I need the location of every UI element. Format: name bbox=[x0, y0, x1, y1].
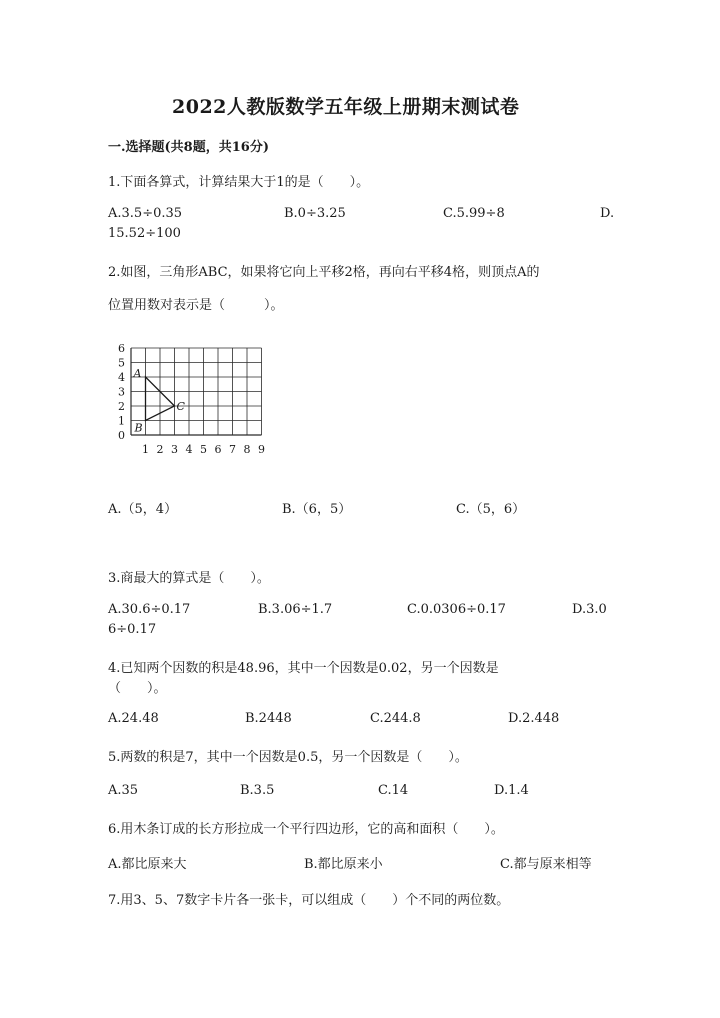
question-2-option-a: A.（5，4） bbox=[108, 502, 178, 517]
y-tick-label: 5 bbox=[118, 356, 125, 370]
y-tick-label: 3 bbox=[118, 385, 125, 399]
coordinate-grid-figure bbox=[115, 340, 275, 465]
x-tick-label: 1 bbox=[142, 443, 149, 456]
x-tick-label: 6 bbox=[214, 443, 222, 456]
x-axis-ticks bbox=[142, 443, 265, 456]
vertex-label-b: B bbox=[134, 421, 143, 435]
vertex-label-c: C bbox=[176, 400, 185, 413]
question-2-option-b: B.（6，5） bbox=[282, 502, 352, 517]
question-7-stem: 7.用3、5、7数字卡片各一张卡，可以组成（ ）个不同的两位数。 bbox=[108, 893, 510, 908]
y-tick-label: 6 bbox=[118, 342, 125, 355]
section-heading: 一.选择题(共8题，共16分) bbox=[108, 140, 269, 155]
question-1-option-b: B.0÷3.25 bbox=[284, 206, 346, 221]
question-1-option-d: D. bbox=[600, 206, 615, 221]
question-4-stem-line2: （ ）。 bbox=[108, 681, 167, 696]
question-5-option-b: B.3.5 bbox=[240, 783, 275, 798]
x-tick-label: 5 bbox=[200, 443, 207, 456]
question-3-option-d-wrap: 6÷0.17 bbox=[108, 622, 157, 637]
x-tick-label: 9 bbox=[258, 443, 265, 456]
question-5-stem: 5.两数的积是7，其中一个因数是0.5，另一个因数是（ ）。 bbox=[108, 750, 468, 765]
question-1-option-d-wrap: 15.52÷100 bbox=[108, 226, 181, 241]
question-1-option-a: A.3.5÷0.35 bbox=[108, 206, 183, 221]
question-5-option-a: A.35 bbox=[108, 783, 139, 798]
x-tick-label: 4 bbox=[185, 443, 193, 456]
y-tick-label: 2 bbox=[118, 400, 125, 413]
question-3-option-d: D.3.0 bbox=[572, 602, 607, 617]
question-3-option-a: A.30.6÷0.17 bbox=[108, 602, 191, 617]
y-axis-ticks bbox=[118, 342, 125, 442]
question-5-option-d: D.1.4 bbox=[494, 783, 529, 798]
question-4-option-b: B.2448 bbox=[245, 711, 292, 726]
x-tick-label: 8 bbox=[243, 443, 251, 456]
question-6-option-c: C.都与原来相等 bbox=[500, 857, 592, 872]
question-1-stem: 1.下面各算式，计算结果大于1的是（ ）。 bbox=[108, 175, 370, 190]
question-2-option-c: C.（5，6） bbox=[456, 502, 526, 517]
question-5-option-c: C.14 bbox=[378, 783, 409, 798]
question-3-stem: 3.商最大的算式是（ ）。 bbox=[108, 571, 270, 586]
y-tick-label: 1 bbox=[118, 414, 125, 428]
grid-lines bbox=[131, 348, 262, 435]
y-tick-label: 4 bbox=[118, 371, 125, 384]
question-4-option-c: C.244.8 bbox=[370, 711, 421, 726]
question-4-stem: 4.已知两个因数的积是48.96，其中一个因数是0.02，另一个因数是 bbox=[108, 661, 499, 676]
x-tick-label: 2 bbox=[156, 443, 164, 456]
question-6-stem: 6.用木条订成的长方形拉成一个平行四边形，它的高和面积（ ）。 bbox=[108, 822, 504, 837]
question-2-stem: 2.如图，三角形ABC，如果将它向上平移2格，再向右平移4格，则顶点A的 bbox=[108, 265, 540, 280]
question-4-option-d: D.2.448 bbox=[508, 711, 560, 726]
question-1-option-c: C.5.99÷8 bbox=[443, 206, 505, 221]
vertex-label-a: A bbox=[133, 367, 142, 380]
x-tick-label: 7 bbox=[229, 443, 236, 456]
question-3-option-c: C.0.0306÷0.17 bbox=[407, 602, 506, 617]
y-tick-label: 0 bbox=[118, 429, 125, 442]
question-4-option-a: A.24.48 bbox=[108, 711, 159, 726]
question-6-option-a: A.都比原来大 bbox=[108, 857, 187, 872]
x-tick-label: 3 bbox=[171, 443, 178, 456]
page-title: 2022人教版数学五年级上册期末测试卷 bbox=[172, 96, 520, 118]
question-2-stem-line2: 位置用数对表示是（ ）。 bbox=[108, 298, 284, 313]
question-6-option-b: B.都比原来小 bbox=[304, 857, 383, 872]
question-3-option-b: B.3.06÷1.7 bbox=[258, 602, 333, 617]
